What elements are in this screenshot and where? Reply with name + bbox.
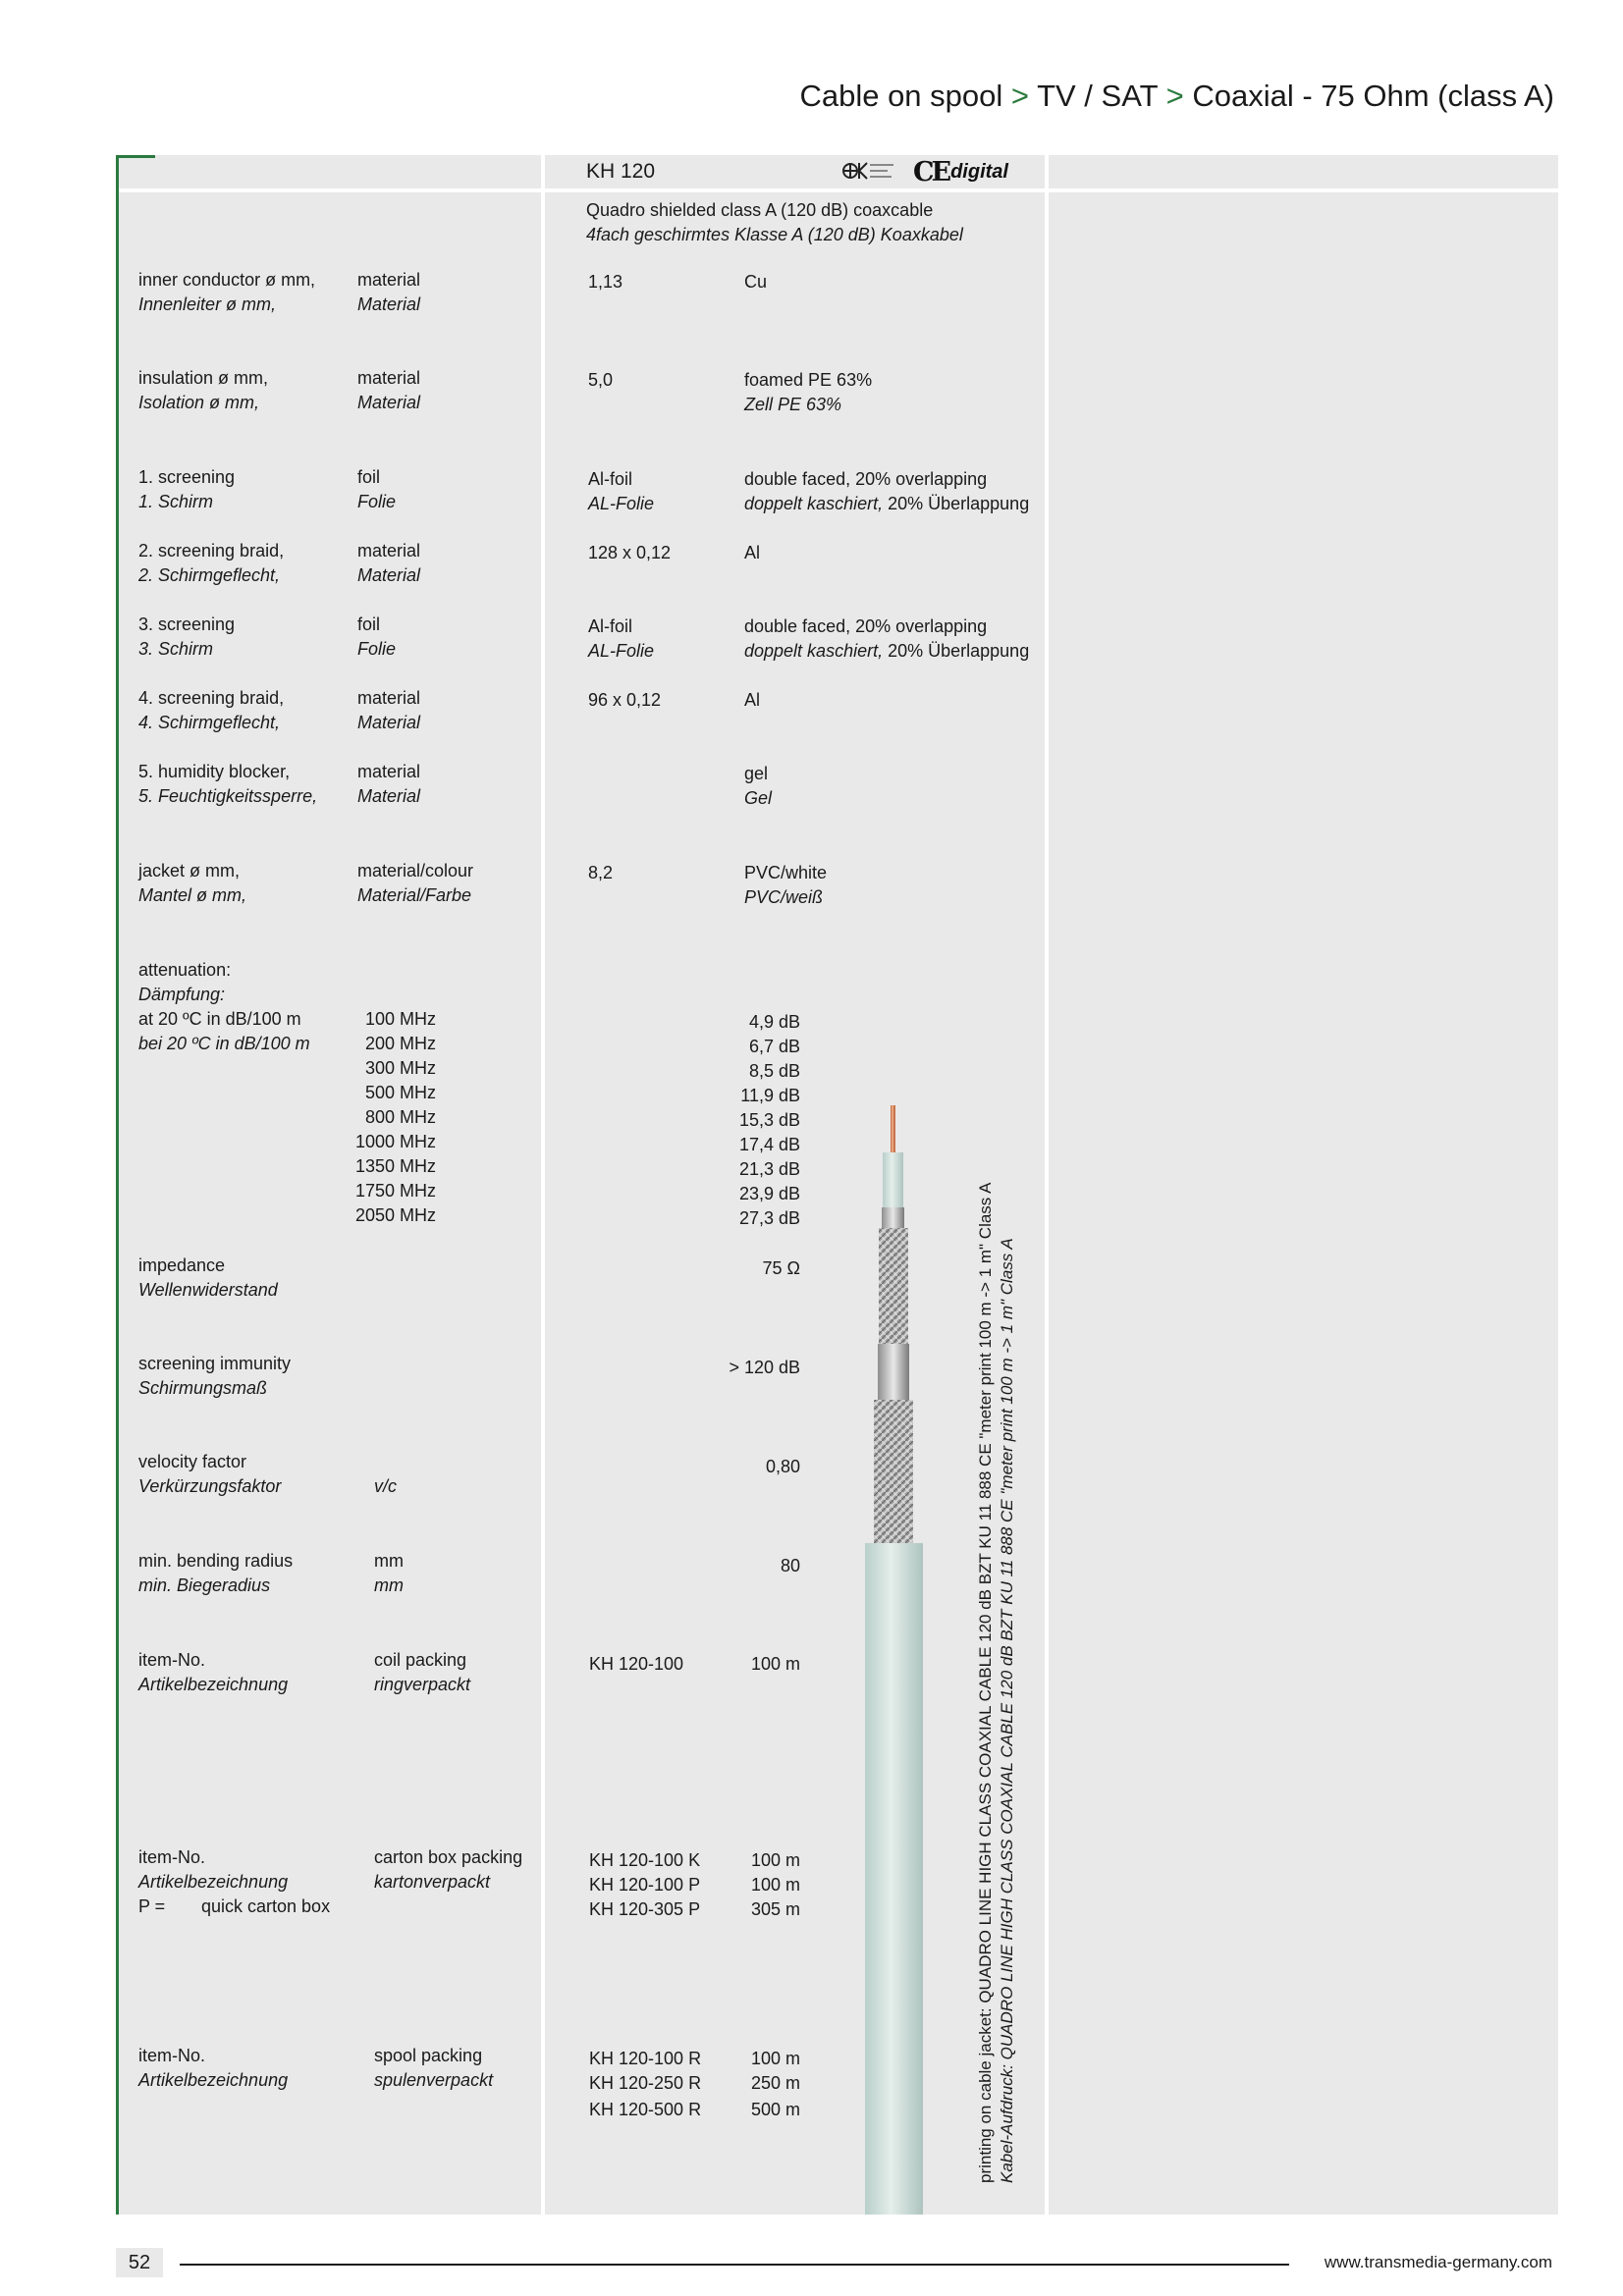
- item-length-list: [687, 2047, 800, 2122]
- item-code-list: [589, 2047, 701, 2122]
- attenuation-value: 6,7 dB: [748, 1037, 800, 1056]
- frequency: 1350 MHz: [354, 1156, 436, 1176]
- spec-label: velocity factor Verkürzungsfaktor: [138, 1452, 282, 1496]
- spec-material: foamed PE 63% Zell PE 63%: [744, 370, 873, 414]
- spec-label: inner conductor ø mm, Innenleiter ø mm,: [138, 270, 316, 314]
- item-code[interactable]: KH 120-100 K: [589, 1850, 701, 1870]
- spec-unit: material Material: [357, 541, 421, 585]
- digital-logo-text: digital: [950, 160, 1008, 183]
- item-label: item-No. Artikelbezeichnung: [138, 1650, 289, 1694]
- item-code[interactable]: KH 120-500 R: [589, 2100, 702, 2119]
- website-link[interactable]: www.transmedia-germany.com: [1324, 2253, 1552, 2271]
- spec-unit: foil Folie: [357, 614, 397, 659]
- page-number: 52: [116, 2248, 163, 2277]
- spec-label: insulation ø mm, Isolation ø mm,: [138, 368, 269, 412]
- spec-label: 4. screening braid, 4. Schirmgeflecht,: [138, 688, 285, 732]
- spec-material: double faced, 20% overlapping doppelt kaschiert, 20% Überlappung: [744, 616, 1030, 661]
- header-row-divider: [116, 188, 1558, 192]
- spec-label: screening immunity Schirmungsmaß: [138, 1354, 292, 1398]
- item-code[interactable]: KH 120-100: [589, 1654, 684, 1674]
- certification-logo: [842, 159, 897, 183]
- item-length-list: [687, 1848, 800, 1922]
- description-en: Quadro shielded class A (120 dB) coaxcable: [586, 200, 934, 220]
- attenuation-value: 15,3 dB: [738, 1110, 800, 1130]
- frequency: 1000 MHz: [354, 1132, 436, 1151]
- attenuation-value-list: [707, 1010, 800, 1231]
- spec-unit: material/colour Material/Farbe: [357, 861, 474, 905]
- attenuation-frequency-list: [340, 1007, 436, 1228]
- frequency: 2050 MHz: [354, 1205, 436, 1225]
- item-length: 100 m: [750, 1875, 800, 1895]
- spec-label: 2. screening braid, 2. Schirmgeflecht,: [138, 541, 285, 585]
- attenuation-value: 11,9 dB: [740, 1086, 800, 1105]
- spec-label: min. bending radius min. Biegeradius: [138, 1551, 294, 1595]
- spec-value: Al-foil AL-Folie: [588, 469, 655, 513]
- printing-de: Kabel-Aufdruck: QUADRO LINE HIGH CLASS COAXIAL CABLE 120 dB BZT KU 11 888 CE "meter print 100 m -> 1 m" Class A: [998, 1238, 1016, 2183]
- footer-divider: [180, 2264, 1289, 2266]
- spec-material: PVC/white PVC/weiß: [744, 863, 828, 907]
- spec-material: double faced, 20% overlapping doppelt kaschiert, 20% Überlappung: [744, 469, 1030, 513]
- spec-value: 1,13: [588, 272, 623, 292]
- attenuation-value: 23,9 dB: [738, 1184, 800, 1203]
- packing-type: spool packing spulenverpackt: [374, 2046, 494, 2090]
- attenuation-value: 27,3 dB: [738, 1208, 800, 1228]
- item-length: 100 m: [750, 1654, 800, 1674]
- spec-value: 5,0: [588, 370, 614, 390]
- item-length: 100 m: [750, 2049, 800, 2068]
- empty-column: [1049, 155, 1558, 2215]
- ce-mark-icon: CE: [913, 156, 949, 187]
- product-description: [586, 198, 963, 247]
- frequency: 1750 MHz: [354, 1181, 436, 1201]
- spec-label: 3. screening 3. Schirm: [138, 614, 236, 659]
- frequency: 100 MHz: [364, 1009, 436, 1029]
- spec-label: 1. screening 1. Schirm: [138, 467, 236, 511]
- cable-printing-text: [975, 1183, 1018, 2183]
- spec-value: > 120 dB: [729, 1358, 800, 1377]
- spec-value: Al-foil AL-Folie: [588, 616, 655, 661]
- accent-border: [116, 155, 119, 2215]
- spec-value: 8,2: [588, 863, 614, 882]
- spec-unit: mm mm: [374, 1551, 404, 1595]
- item-length: 500 m: [750, 2100, 800, 2119]
- breadcrumb-item[interactable]: Cable on spool: [799, 79, 1003, 113]
- spec-value: 75 Ω: [762, 1258, 800, 1278]
- spec-value: 0,80: [765, 1457, 800, 1476]
- spec-value: 128 x 0,12: [588, 543, 672, 562]
- item-label: item-No. Artikelbezeichnung: [138, 2046, 289, 2090]
- spec-label: 5. humidity blocker, 5. Feuchtigkeitssperre,: [138, 762, 318, 806]
- frequency: 300 MHz: [364, 1058, 436, 1078]
- spec-value: 80: [780, 1556, 800, 1575]
- breadcrumb-item[interactable]: TV / SAT: [1037, 79, 1158, 113]
- frequency: 500 MHz: [364, 1083, 436, 1102]
- spec-unit: material Material: [357, 270, 421, 314]
- attenuation-value: 17,4 dB: [738, 1135, 800, 1154]
- spec-material: Al: [744, 690, 761, 710]
- item-code[interactable]: KH 120-305 P: [589, 1899, 701, 1919]
- printing-en: printing on cable jacket: QUADRO LINE HIGH CLASS COAXIAL CABLE 120 dB BZT KU 11 888 CE "meter print 100 m -> 1 m" Class A: [976, 1182, 995, 2183]
- attenuation-value: 21,3 dB: [738, 1159, 800, 1179]
- breadcrumb-current: Coaxial - 75 Ohm (class A): [1192, 79, 1554, 113]
- spec-material: Cu: [744, 272, 768, 292]
- frequency: 200 MHz: [364, 1034, 436, 1053]
- spec-unit: material Material: [357, 688, 421, 732]
- attenuation-value: 4,9 dB: [748, 1012, 800, 1032]
- spec-unit: material Material: [357, 762, 421, 806]
- product-name: KH 120: [586, 160, 656, 183]
- breadcrumb: [799, 79, 1554, 114]
- frequency: 800 MHz: [364, 1107, 436, 1127]
- item-note-key: P =: [138, 1896, 166, 1916]
- attenuation-value: 8,5 dB: [748, 1061, 800, 1081]
- packing-type: coil packing ringverpackt: [374, 1650, 471, 1694]
- description-de: 4fach geschirmtes Klasse A (120 dB) Koaxkabel: [586, 225, 963, 244]
- spec-unit: v/c: [374, 1476, 398, 1496]
- spec-unit: foil Folie: [357, 467, 397, 511]
- spec-label: jacket ø mm, Mantel ø mm,: [138, 861, 247, 905]
- item-length: 305 m: [750, 1899, 800, 1919]
- ce-digital-logo: [913, 157, 1008, 187]
- breadcrumb-separator: >: [1010, 79, 1030, 113]
- spec-material: gel Gel: [744, 764, 773, 808]
- spec-unit: material Material: [357, 368, 421, 412]
- packing-type: carton box packing kartonverpackt: [374, 1847, 523, 1892]
- item-label: item-No. Artikelbezeichnung: [138, 1847, 289, 1892]
- accent-corner: [116, 155, 155, 158]
- spec-value: 96 x 0,12: [588, 690, 662, 710]
- item-code[interactable]: KH 120-100 P: [589, 1875, 701, 1895]
- coaxial-cable-image: [860, 1105, 929, 2215]
- spec-material: Al: [744, 543, 761, 562]
- spec-label: impedance Wellenwiderstand: [138, 1255, 278, 1300]
- item-code[interactable]: KH 120-250 R: [589, 2073, 702, 2093]
- item-note-value: quick carton box: [201, 1896, 331, 1916]
- spec-label: attenuation: Dämpfung: at 20 ºC in dB/100 m bei 20 ºC in dB/100 m: [138, 960, 310, 1053]
- item-code-list: [589, 1848, 700, 1922]
- item-length: 250 m: [750, 2073, 800, 2093]
- item-length: 100 m: [750, 1850, 800, 1870]
- item-code[interactable]: KH 120-100 R: [589, 2049, 702, 2068]
- breadcrumb-separator: >: [1165, 79, 1184, 113]
